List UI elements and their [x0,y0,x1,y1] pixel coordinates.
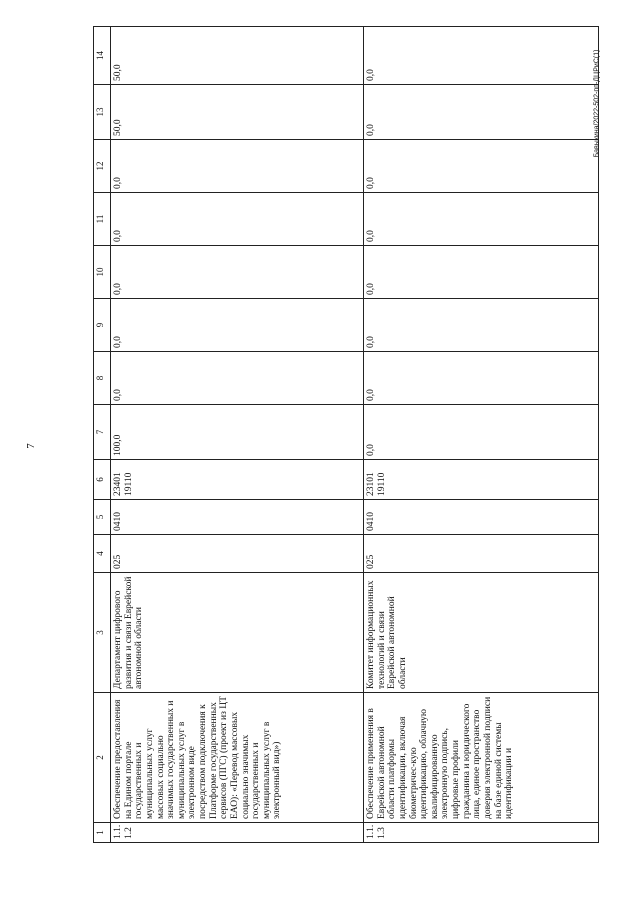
value-total: 100,0 [111,405,364,460]
value-col10: 0,0 [364,246,599,299]
table-row [111,27,364,843]
grbs-code: 025 [364,535,599,573]
value-col12: 0,0 [364,140,599,193]
header-cell: 1 [94,823,111,843]
target-article-code: 23101 19110 [364,460,599,500]
table-container [93,27,589,843]
value-col13: 50,0 [111,85,364,140]
value-total: 0,0 [364,405,599,460]
value-col12: 0,0 [111,140,364,193]
header-cell: 13 [94,85,111,140]
value-col9: 0,0 [364,299,599,352]
value-col8: 0,0 [111,352,364,405]
header-cell: 5 [94,500,111,535]
value-col11: 0,0 [364,193,599,246]
table-row [364,27,599,843]
header-cell: 4 [94,535,111,573]
value-col10: 0,0 [111,246,364,299]
measure-name: Обеспечение предоставления на Едином портале государственных и муниципальных услуг массовых социально значимых государственных и муниципальных услуг в электронном виде посредством подключения к Платформе государственных сервисов (ПГС) (проект из ЦТ ЕАО): «Перевод массовых социально значимых государственных и муниципальных услуг в электронный вид») [111,693,364,823]
header-cell: 12 [94,140,111,193]
budget-table [93,26,599,843]
header-cell: 8 [94,352,111,405]
header-cell: 3 [94,573,111,693]
header-cell: 9 [94,299,111,352]
value-col13: 0,0 [364,85,599,140]
header-cell: 10 [94,246,111,299]
executor: Комитет информационных технологий и связи Еврейской автономной области [364,573,599,693]
header-cell: 14 [94,27,111,85]
header-cell: 2 [94,693,111,823]
section-code: 0410 [111,500,364,535]
rotated-table-frame [93,27,589,843]
value-col8: 0,0 [364,352,599,405]
header-row [94,27,111,843]
document-code: Бавыкина/2022-502-пп-ДЦРиС(1) [593,49,601,158]
value-col14: 50,0 [111,27,364,85]
target-article-code: 23401 19110 [111,460,364,500]
row-number: 1.1. 1.3 [364,823,599,843]
value-col9: 0,0 [111,299,364,352]
page-number: 7 [24,443,37,449]
section-code: 0410 [364,500,599,535]
value-col14: 0,0 [364,27,599,85]
value-col11: 0,0 [111,193,364,246]
header-cell: 6 [94,460,111,500]
row-number: 1.1. 1.2 [111,823,364,843]
header-cell: 11 [94,193,111,246]
grbs-code: 025 [111,535,364,573]
header-cell: 7 [94,405,111,460]
measure-name: Обеспечение применения в Еврейской автономной области платформы идентификации, включая биометричес-кую идентификацию, облачную квалифицированную электронную подпись, цифровые профили гражданина и юридического лица, единое пространство доверия электронной подписи на базе единой системы идентификации и [364,693,599,823]
executor: Департамент цифрового развития и связи Еврейской автономной области [111,573,364,693]
